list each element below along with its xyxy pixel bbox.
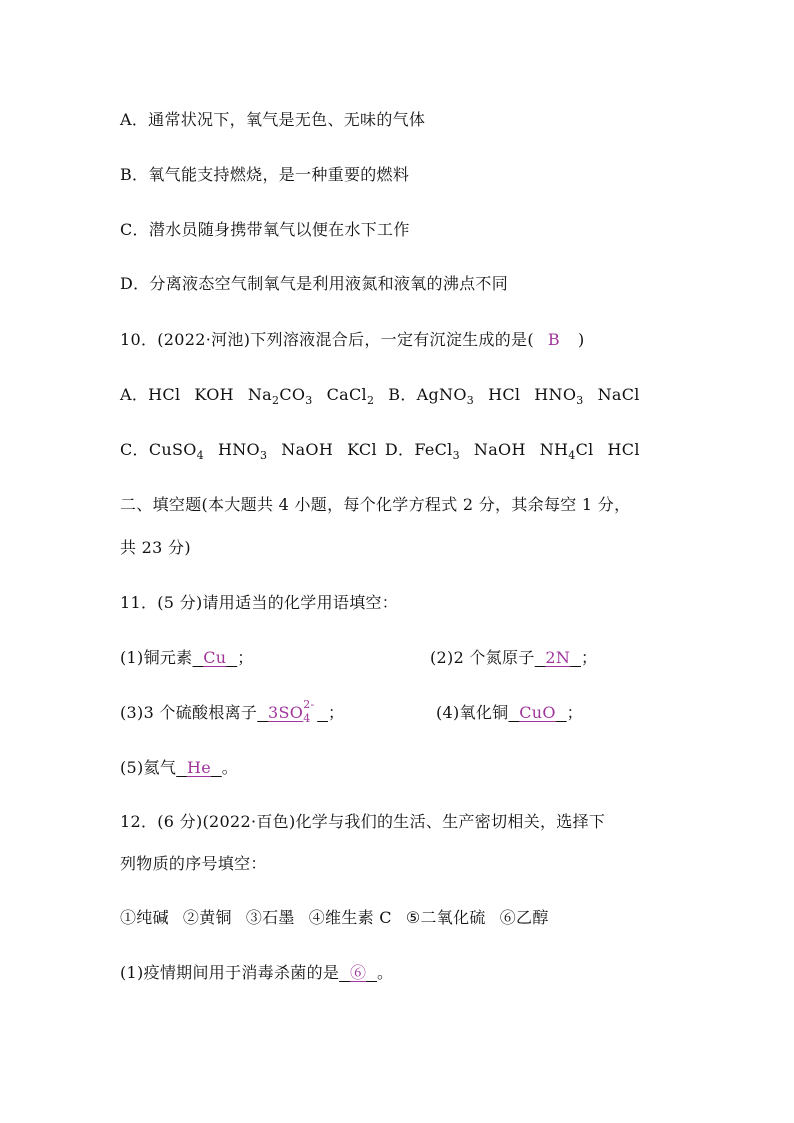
q10-opt-a-s2: KOH [194, 385, 234, 404]
q11-part5: (5)氦气 He 。 [120, 758, 239, 777]
q10-stem-text: 10．(2022·河池)下列溶液混合后，一定有沉淀生成的是( [120, 330, 534, 349]
q9-option-c: C．潜水员随身携带氧气以便在水下工作 [120, 220, 410, 239]
q11-part3: (3)3 个硫酸根离子 3SO 2- 4 ； [120, 698, 345, 725]
q10-answer: B [547, 330, 560, 349]
q10-opt-b-s2: HCl [488, 385, 521, 404]
q9-option-a: A．通常状况下，氧气是无色、无味的气体 [120, 110, 426, 129]
q9-option-d: D．分离液态空气制氧气是利用液氮和液氧的沸点不同 [120, 274, 509, 293]
q10-stem [120, 327, 585, 350]
q12-stem-line1: 12．(6 分)(2022·百色)化学与我们的生活、生产密切相关，选择下 [120, 812, 606, 831]
q10-opt-a-s4: CaCl$_2$ [326, 385, 375, 408]
q11-answer-1: Cu [203, 648, 227, 667]
q12-stem-line2: 列物质的序号填空： [120, 854, 267, 873]
material-4: ④维生素 C [308, 908, 392, 927]
q10-opt-c-s3: NaOH [281, 440, 334, 459]
material-3: ③石墨 [245, 908, 295, 927]
q10-opt-b-s4: NaCl [597, 385, 640, 404]
q10-opt-b-label: B．AgNO$_3$ [388, 385, 475, 408]
q10-opt-a-s3: $Na_2CO_3$ [247, 385, 313, 408]
section2-heading-line2: 共 23 分) [120, 538, 191, 557]
q11-answer-4: CuO [519, 703, 556, 722]
q10-opt-d-s3: $NH_4Cl$ [539, 440, 594, 463]
q11-stem: 11．(5 分)请用适当的化学用语填空： [120, 593, 399, 612]
q11-answer-2: 2N [545, 648, 571, 667]
section2-heading-line1: 二、填空题(本大题共 4 小题，每个化学方程式 2 分，其余每空 1 分， [120, 495, 631, 514]
material-5: ⑤二氧化硫 [405, 908, 486, 927]
q12-materials [120, 905, 549, 928]
q12-answer-1: ⑥ [349, 963, 367, 982]
material-1: ①纯碱 [120, 908, 169, 927]
q10-opt-c-label: C．CuSO$_4$ [120, 440, 204, 463]
q11-answer-5: He [186, 758, 211, 777]
q10-opt-c-s4: KCl [347, 440, 377, 459]
q11-part1: (1)铜元素 Cu ； [120, 648, 254, 667]
q10-close-paren: ) [577, 330, 585, 349]
q10-opt-c-s2: $HNO_3$ [217, 440, 268, 463]
q10-option-row-cd [120, 437, 640, 462]
q10-option-row-ab [120, 382, 640, 407]
q12-part1: (1)疫情期间用于消毒杀菌的是 ⑥ 。 [120, 963, 394, 982]
material-6: ⑥乙醇 [499, 908, 549, 927]
material-2: ②黄铜 [182, 908, 232, 927]
q10-opt-d-s4: HCl [607, 440, 640, 459]
q10-opt-d-label: D．FeCl$_3$ [384, 440, 460, 463]
q9-option-b: B．氧气能支持燃烧，是一种重要的燃料 [120, 165, 410, 184]
q10-opt-a-label: A．HCl [120, 385, 181, 404]
q11-answer-3: 3SO 2- 4 [268, 698, 315, 725]
q11-part2: (2)2 个氮原子 2N ； [430, 648, 598, 667]
q10-opt-d-s2: NaOH [473, 440, 526, 459]
q11-part4: (4)氧化铜 CuO ； [436, 703, 583, 722]
q10-opt-b-s3: $HNO_3$ [534, 385, 584, 408]
